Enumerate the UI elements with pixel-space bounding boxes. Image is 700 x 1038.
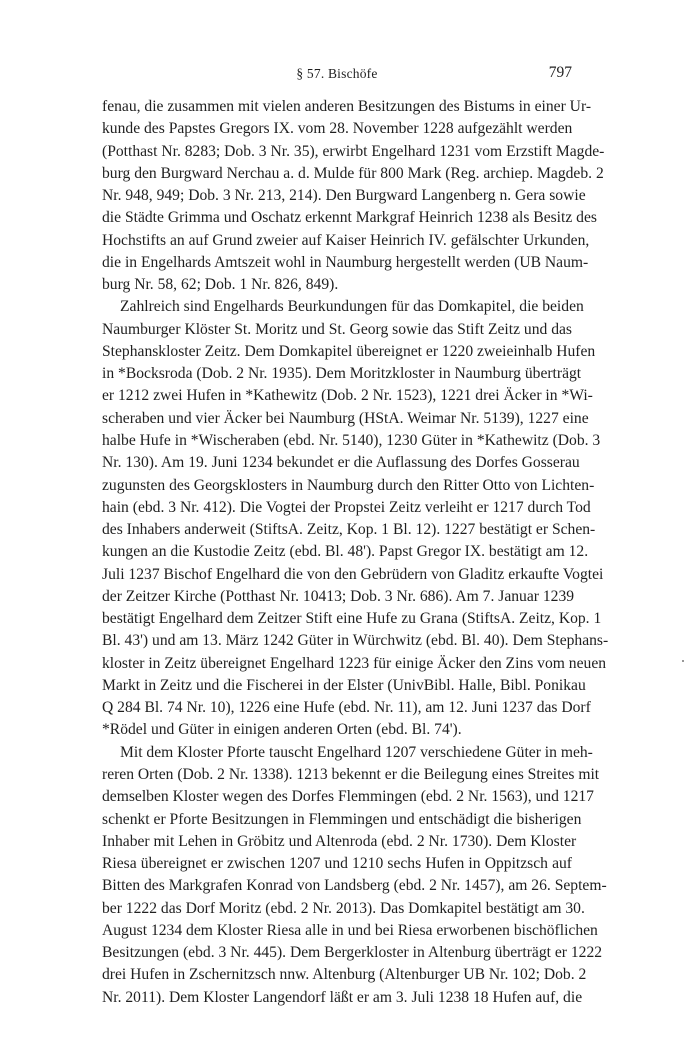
text-line: des Inhabers anderweit (StiftsA. Zeitz, Kop. 1 Bl. 12). 1227 bestätigt er Schen- <box>102 521 596 539</box>
running-head: § 57. Bischöfe <box>296 66 378 81</box>
text-line: Nr. 2011). Dem Kloster Langendorf läßt er am 3. Juli 1238 18 Hufen auf, die <box>102 988 583 1006</box>
text-line: Nr. 130). Am 19. Juni 1234 bekundet er die Auflassung des Dorfes Gosserau <box>102 454 580 472</box>
margin-mark <box>682 660 684 662</box>
text-line: Mit dem Kloster Pforte tauscht Engelhard 1207 verschiedene Güter in meh- <box>120 743 593 761</box>
text-line: reren Orten (Dob. 2 Nr. 1338). 1213 bekennt er die Beilegung eines Streites mit <box>102 765 600 783</box>
text-line: Bl. 43') und am 13. März 1242 Güter in Würchwitz (ebd. Bl. 40). Dem Stephans- <box>102 632 609 650</box>
text-line: Besitzungen (ebd. 3 Nr. 445). Dem Bergerkloster in Altenburg überträgt er 1222 <box>102 944 603 962</box>
text-line: drei Hufen in Zschernitzsch nnw. Altenburg (Altenburger UB Nr. 102; Dob. 2 <box>102 966 587 984</box>
text-line: bestätigt Engelhard dem Zeitzer Stift eine Hufe zu Grana (StiftsA. Zeitz, Kop. 1 <box>102 610 602 628</box>
text-line: demselben Kloster wegen des Dorfes Flemmingen (ebd. 2 Nr. 1563), und 1217 <box>102 788 594 806</box>
text-line: Naumburger Klöster St. Moritz und St. Georg sowie das Stift Zeitz und das <box>102 320 572 338</box>
text-line: August 1234 dem Kloster Riesa alle in und bei Riesa erworbenen bischöflichen <box>102 921 598 939</box>
text-line: halbe Hufe in *Wischeraben (ebd. Nr. 5140), 1230 Güter in *Kathewitz (Dob. 3 <box>102 431 601 449</box>
page-header <box>102 64 572 86</box>
text-line: kloster in Zeitz übereignet Engelhard 1223 für einige Äcker den Zins vom neuen <box>102 654 607 672</box>
text-line: (Potthast Nr. 8283; Dob. 3 Nr. 35), erwirbt Engelhard 1231 vom Erzstift Magde- <box>102 142 605 160</box>
text-line: die in Engelhards Amtszeit wohl in Naumburg hergestellt werden (UB Naum- <box>102 253 589 271</box>
text-line: kunde des Papstes Gregors IX. vom 28. November 1228 aufgezählt werden <box>102 120 573 138</box>
text-line: Inhaber mit Lehen in Gröbitz und Altenroda (ebd. 2 Nr. 1730). Dem Kloster <box>102 832 577 850</box>
text-line: Markt in Zeitz und die Fischerei in der Elster (UnivBibl. Halle, Bibl. Ponikau <box>102 676 586 694</box>
text-line: fenau, die zusammen mit vielen anderen Besitzungen des Bistums in einer Ur- <box>102 98 592 115</box>
text-line: der Zeitzer Kirche (Potthast Nr. 10413; Dob. 3 Nr. 686). Am 7. Januar 1239 <box>102 587 575 605</box>
text-line: er 1212 zwei Hufen in *Kathewitz (Dob. 2 Nr. 1523), 1221 drei Äcker in *Wi- <box>102 387 593 405</box>
text-line: kungen an die Kustodie Zeitz (ebd. Bl. 48'). Papst Gregor IX. bestätigt am 12. <box>102 543 589 561</box>
text-line: *Rödel und Güter in einigen anderen Orten (ebd. Bl. 74'). <box>102 721 462 739</box>
text-line: Stephanskloster Zeitz. Dem Domkapitel übereignet er 1220 zweieinhalb Hufen <box>102 342 596 360</box>
text-line: Hochstifts an auf Grund zweier auf Kaiser Heinrich IV. gefälschter Urkunden, <box>102 231 590 249</box>
text-line: ber 1222 das Dorf Moritz (ebd. 2 Nr. 2013). Das Domkapitel bestätigt am 30. <box>102 899 585 917</box>
text-line: scheraben und vier Äcker bei Naumburg (HStA. Weimar Nr. 5139), 1227 eine <box>102 409 589 427</box>
text-line: burg den Burgward Nerchau a. d. Mulde für 800 Mark (Reg. archiep. Magdeb. 2 <box>102 164 604 182</box>
text-line: Bitten des Markgrafen Konrad von Landsberg (ebd. 2 Nr. 1457), am 26. Septem- <box>102 877 607 895</box>
page-number: 797 <box>548 64 572 81</box>
text-line: burg Nr. 58, 62; Dob. 1 Nr. 826, 849). <box>102 276 339 294</box>
text-line: Nr. 948, 949; Dob. 3 Nr. 213, 214). Den Burgward Langenberg n. Gera sowie <box>102 187 586 205</box>
text-line: Riesa übereignet er zwischen 1207 und 1210 sechs Hufen in Oppitzsch auf <box>102 855 572 873</box>
text-line: hain (ebd. 3 Nr. 412). Die Vogtei der Propstei Zeitz verleiht er 1217 durch Tod <box>102 498 591 516</box>
text-line: Q 284 Bl. 74 Nr. 10), 1226 eine Hufe (ebd. Nr. 11), am 12. Juni 1237 das Dorf <box>102 699 591 717</box>
text-line: zugunsten des Georgsklosters in Naumburg durch den Ritter Otto von Lichten- <box>102 476 595 494</box>
text-line: Juli 1237 Bischof Engelhard die von den Gebrüdern von Gladitz erkaufte Vogtei <box>102 565 604 583</box>
text-line: schenkt er Pforte Besitzungen in Flemmingen und entschädigt die bisherigen <box>102 810 582 828</box>
text-line: in *Bocksroda (Dob. 2 Nr. 1935). Dem Moritzkloster in Naumburg überträgt <box>102 365 582 383</box>
text-line: Zahlreich sind Engelhards Beurkundungen für das Domkapitel, die beiden <box>120 298 584 316</box>
text-line: die Städte Grimma und Oschatz erkennt Markgraf Heinrich 1238 als Besitz des <box>102 209 597 227</box>
text-body <box>102 96 609 1009</box>
